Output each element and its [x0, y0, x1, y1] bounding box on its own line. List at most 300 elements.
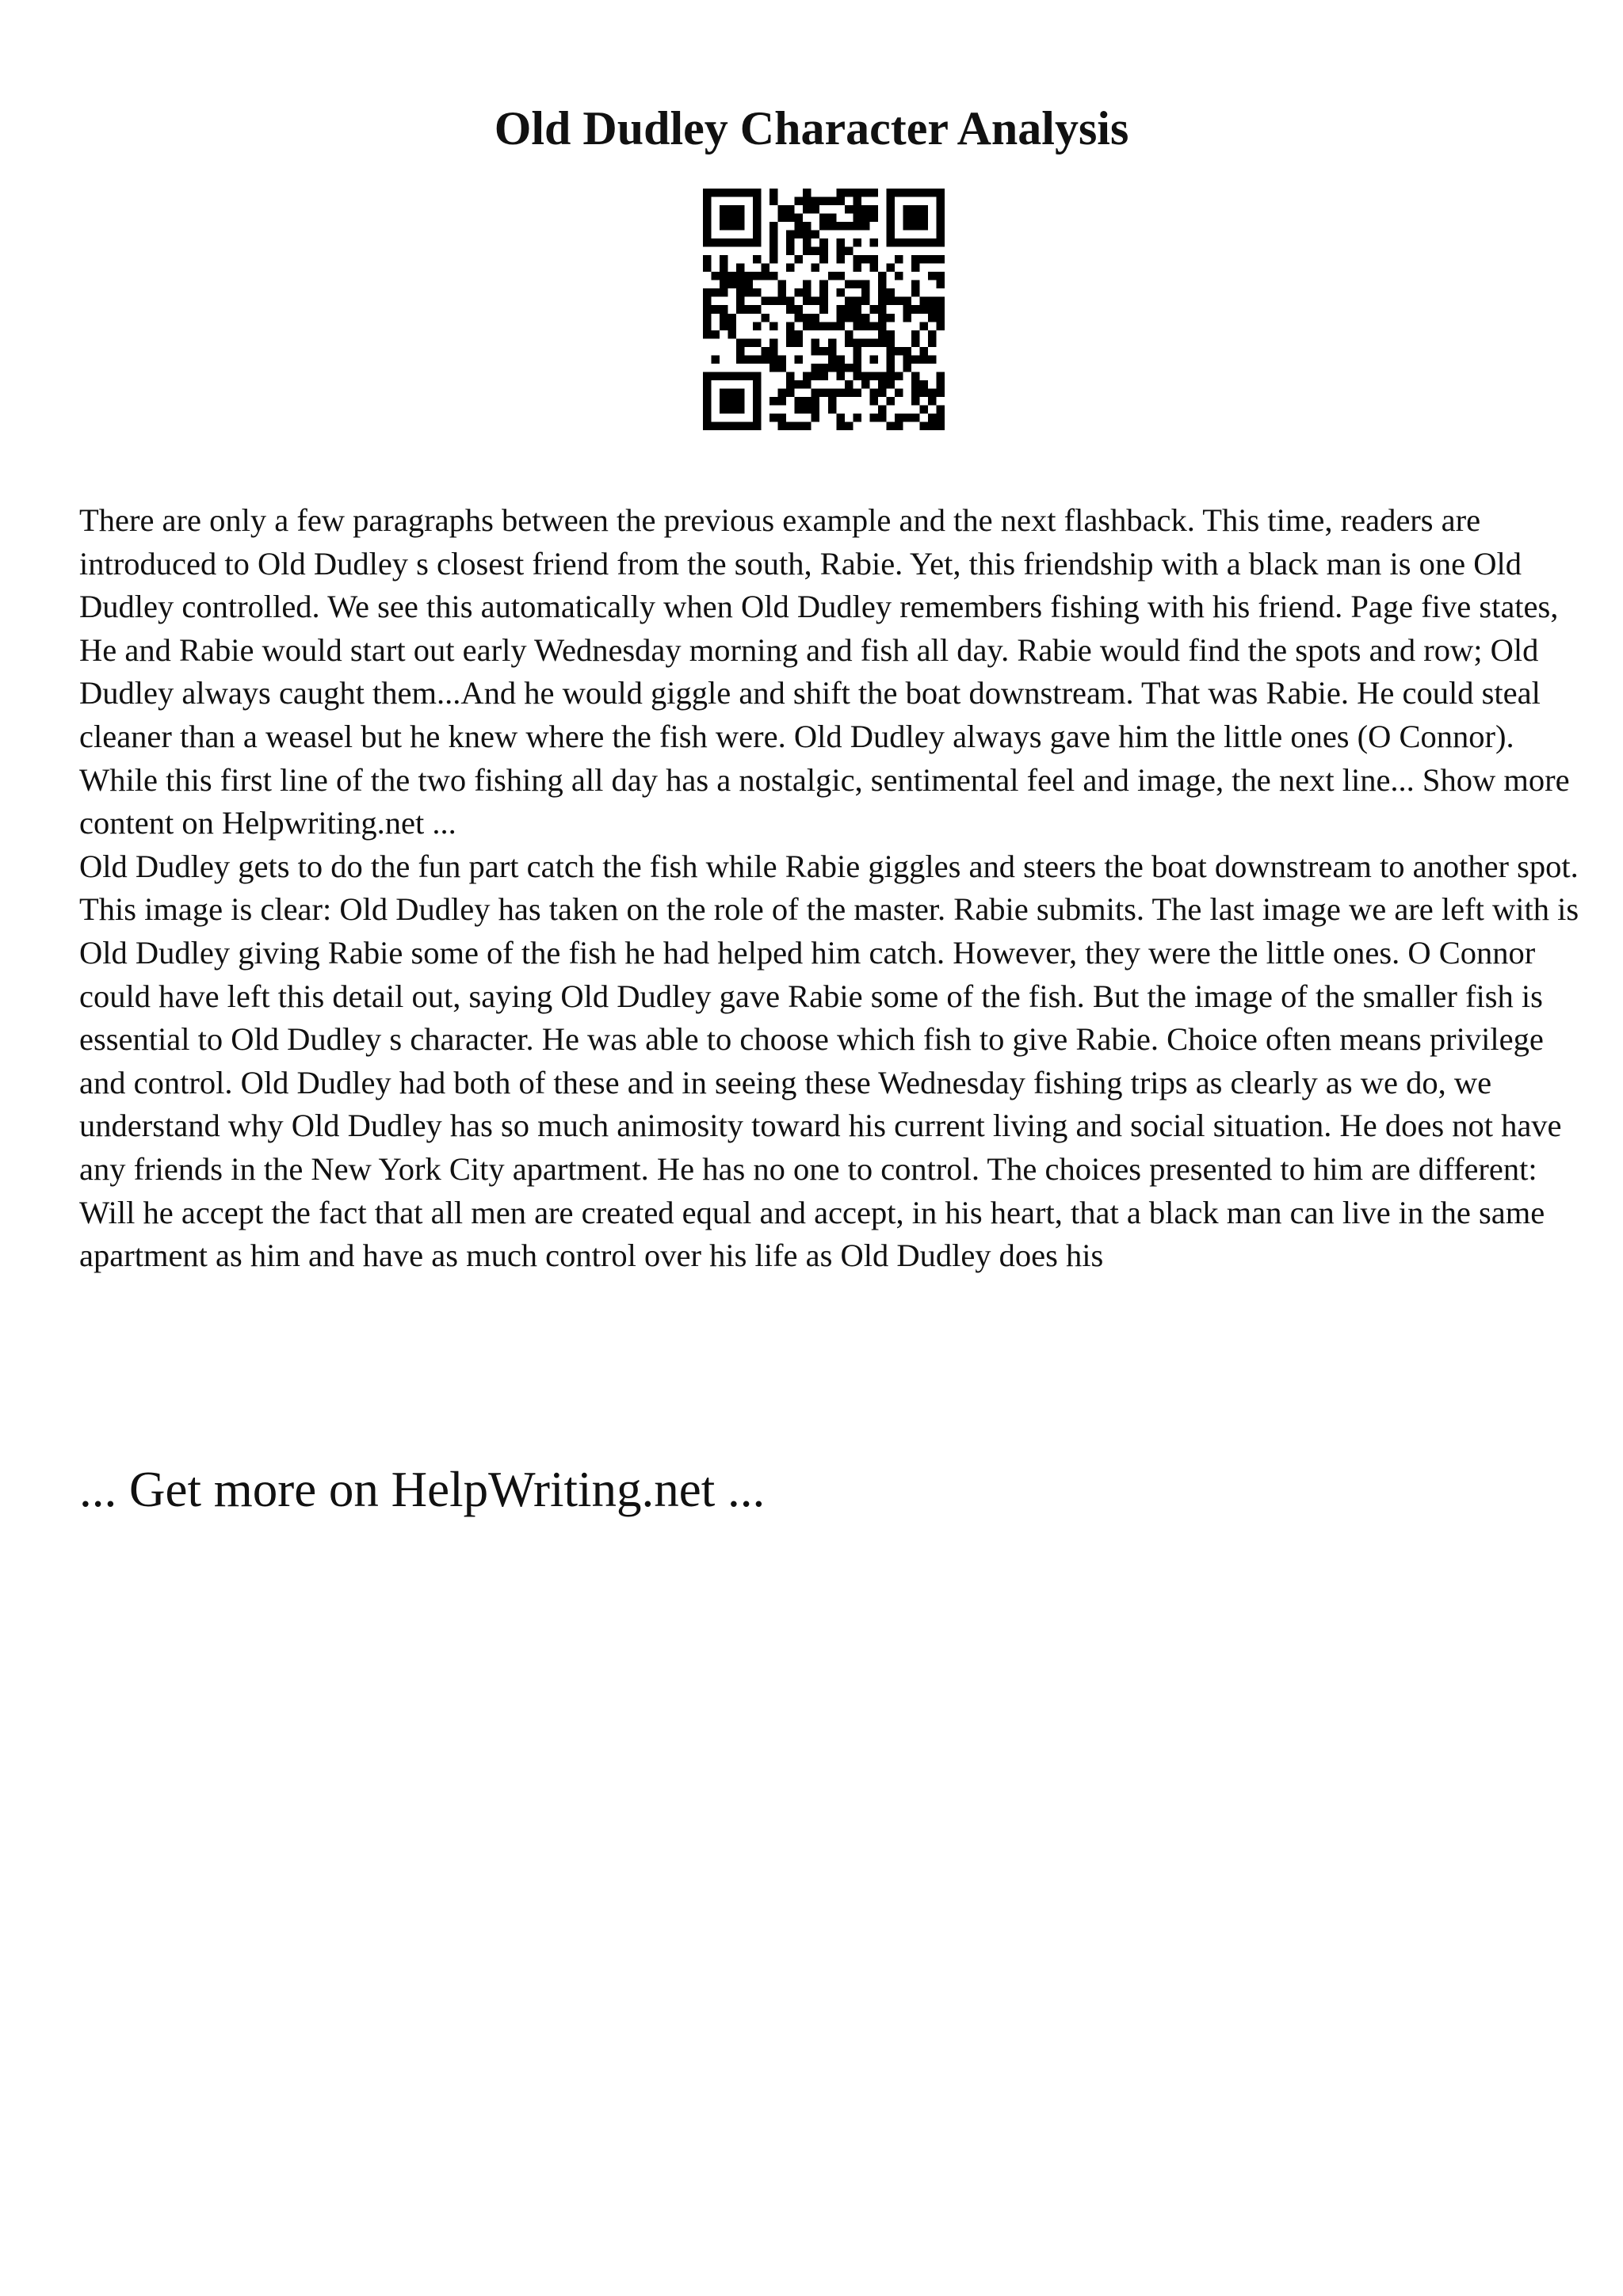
qr-module — [728, 205, 737, 214]
qr-module — [753, 272, 762, 280]
qr-module — [736, 264, 745, 273]
qr-module — [878, 388, 887, 397]
qr-module — [703, 238, 712, 247]
qr-module — [861, 214, 870, 223]
qr-module — [861, 189, 870, 197]
qr-module — [869, 388, 878, 397]
qr-module — [886, 222, 895, 231]
qr-module — [836, 238, 845, 247]
qr-module — [728, 397, 737, 406]
qr-module — [786, 380, 795, 389]
qr-module — [803, 247, 812, 256]
qr-module — [762, 297, 770, 306]
qr-module — [728, 222, 737, 231]
qr-module — [720, 421, 728, 430]
qr-module — [745, 305, 754, 314]
qr-module — [911, 189, 920, 197]
qr-module — [736, 280, 745, 289]
qr-module — [778, 397, 787, 406]
qr-module — [769, 189, 778, 197]
qr-module — [745, 355, 754, 364]
qr-module — [778, 280, 787, 289]
qr-module — [869, 397, 878, 406]
qr-module — [853, 372, 861, 380]
qr-module — [919, 347, 928, 356]
qr-module — [936, 388, 945, 397]
qr-module — [812, 347, 820, 356]
qr-module — [736, 205, 745, 214]
qr-module — [886, 297, 895, 306]
qr-module — [769, 222, 778, 231]
qr-module — [819, 280, 828, 289]
qr-module — [753, 205, 762, 214]
qr-module — [861, 322, 870, 330]
qr-module — [720, 372, 728, 380]
qr-module — [853, 238, 861, 247]
qr-module — [795, 214, 804, 223]
qr-module — [795, 197, 804, 206]
qr-module — [803, 189, 812, 197]
qr-module — [769, 364, 778, 372]
qr-module — [903, 314, 911, 322]
qr-module — [886, 421, 895, 430]
qr-module — [720, 397, 728, 406]
qr-module — [745, 238, 754, 247]
qr-module — [911, 338, 920, 347]
qr-module — [786, 247, 795, 256]
qr-module — [919, 355, 928, 364]
qr-module — [886, 288, 895, 297]
qr-module — [911, 330, 920, 339]
paragraph: There are only a few paragraphs between the previous example and the next flashback. This time, readers are introduced to Old Dudley s closest friend from the south, Rabie. Yet, this friendship with a black man is one Old Dudley controlled. We see this automatically when Old Dudley remembers fishing with his friend. Page five states, He and Rabie would start out early Wednesday morning and fish all day. Rabie would find the spots and row; Old Dudley always caught them...And he would giggle and shift the boat downstream. That was Rabie. He could steal cleaner than a weasel but he knew where the fish were. Old Dudley always gave him the little ones (O Connor). While this first line of the two fishing all day has a nostalgic, sentimental feel and image, the next line... Show more content on Helpwriting.net ... — [79, 502, 1570, 841]
qr-module — [819, 197, 828, 206]
qr-module — [703, 421, 712, 430]
qr-module — [911, 380, 920, 389]
qr-module — [828, 222, 837, 231]
qr-module — [853, 205, 861, 214]
qr-module — [919, 205, 928, 214]
qr-module — [861, 338, 870, 347]
qr-module — [703, 222, 712, 231]
qr-module — [869, 189, 878, 197]
qr-module — [878, 305, 887, 314]
qr-module — [736, 347, 745, 356]
qr-module — [928, 238, 937, 247]
qr-module — [936, 280, 945, 289]
qr-module — [836, 272, 845, 280]
qr-module — [819, 222, 828, 231]
qr-module — [728, 238, 737, 247]
qr-module — [911, 372, 920, 380]
qr-module — [869, 214, 878, 223]
qr-module — [728, 405, 737, 414]
qr-module — [936, 238, 945, 247]
qr-module — [819, 322, 828, 330]
qr-module — [845, 189, 854, 197]
qr-module — [786, 372, 795, 380]
qr-module — [819, 372, 828, 380]
qr-module — [911, 388, 920, 397]
qr-module — [769, 338, 778, 347]
qr-module — [903, 297, 911, 306]
qr-module — [803, 297, 812, 306]
qr-module — [836, 189, 845, 197]
qr-module — [769, 414, 778, 422]
qr-module — [878, 288, 887, 297]
qr-module — [803, 397, 812, 406]
qr-module — [720, 205, 728, 214]
qr-module — [736, 372, 745, 380]
qr-module — [795, 222, 804, 231]
qr-module — [769, 297, 778, 306]
qr-module — [720, 388, 728, 397]
qr-module — [845, 205, 854, 214]
qr-module — [720, 238, 728, 247]
qr-module — [886, 205, 895, 214]
qr-module — [795, 338, 804, 347]
qr-module — [753, 338, 762, 347]
qr-module — [703, 330, 712, 339]
qr-module — [919, 421, 928, 430]
qr-module — [845, 388, 854, 397]
qr-module — [869, 338, 878, 347]
qr-module — [936, 205, 945, 214]
qr-module — [745, 272, 754, 280]
qr-module — [869, 238, 878, 247]
qr-module — [753, 288, 762, 297]
qr-module — [712, 189, 720, 197]
qr-module — [869, 255, 878, 264]
qr-module — [936, 414, 945, 422]
qr-module — [895, 238, 903, 247]
qr-module — [828, 364, 837, 372]
qr-module — [703, 264, 712, 273]
qr-module — [886, 347, 895, 356]
qr-module — [828, 388, 837, 397]
qr-module — [745, 421, 754, 430]
qr-module — [861, 288, 870, 297]
qr-module — [828, 355, 837, 364]
qr-module — [819, 347, 828, 356]
qr-module — [911, 397, 920, 406]
qr-module — [895, 372, 903, 380]
qr-module — [720, 222, 728, 231]
qr-module — [886, 264, 895, 273]
qr-module — [836, 414, 845, 422]
qr-module — [762, 355, 770, 364]
qr-module — [703, 322, 712, 330]
qr-module — [812, 297, 820, 306]
qr-module — [886, 355, 895, 364]
qr-module — [869, 322, 878, 330]
qr-module — [819, 255, 828, 264]
qr-module — [819, 297, 828, 306]
qr-module — [728, 280, 737, 289]
qr-module — [845, 330, 854, 339]
qr-module — [812, 197, 820, 206]
qr-module — [911, 238, 920, 247]
qr-module — [778, 355, 787, 364]
qr-module — [878, 280, 887, 289]
qr-module — [803, 288, 812, 297]
qr-module — [712, 372, 720, 380]
qr-module — [886, 231, 895, 239]
qr-module — [836, 305, 845, 314]
qr-module — [853, 264, 861, 273]
qr-module — [712, 305, 720, 314]
paragraph: Old Dudley gets to do the fun part catch the fish while Rabie giggles and steers the boat downstream to another spot. This image is clear: Old Dudley has taken on the role of the master. Rabie submits. The last image we are left with is Old Dudley giving Rabie some of the fish he had helped him catch. However, they were the little ones. O Connor could have left this detail out, saying Old Dudley gave Rabie some of the fish. But the image of the smaller fish is essential to Old Dudley s character. He was able to choose which fish to give Rabie. Choice often means privilege and control. Old Dudley had both of these and in seeing these Wednesday fishing trips as clearly as we do, we understand why Old Dudley has so much animosity toward his current living and social situation. He does not have any friends in the New York City apartment. He has no one to control. The choices presented to him are different: Will he accept the fact that all men are created equal and accept, in his heart, that a black man can live in the same apartment as him and have as much control over his life as Old Dudley does his — [79, 848, 1579, 1274]
qr-module — [895, 272, 903, 280]
qr-module — [703, 314, 712, 322]
qr-module — [812, 364, 820, 372]
qr-module — [812, 247, 820, 256]
qr-module — [886, 380, 895, 389]
qr-module — [845, 222, 854, 231]
qr-module — [720, 264, 728, 273]
qr-module — [928, 421, 937, 430]
qr-module — [795, 255, 804, 264]
qr-module — [911, 222, 920, 231]
qr-module — [736, 355, 745, 364]
qr-module — [878, 380, 887, 389]
qr-module — [795, 421, 804, 430]
qr-module — [911, 280, 920, 289]
qr-module — [795, 397, 804, 406]
qr-module — [903, 305, 911, 314]
qr-module — [778, 364, 787, 372]
qr-module — [861, 255, 870, 264]
qr-module — [803, 222, 812, 231]
qr-module — [845, 280, 854, 289]
qr-module — [812, 388, 820, 397]
qr-module — [903, 364, 911, 372]
qr-module — [819, 388, 828, 397]
qr-module — [720, 305, 728, 314]
qr-module — [819, 214, 828, 223]
qr-module — [786, 322, 795, 330]
qr-module — [911, 414, 920, 422]
qr-module — [736, 189, 745, 197]
qr-module — [878, 272, 887, 280]
qr-module — [753, 414, 762, 422]
qr-module — [803, 197, 812, 206]
qr-module — [703, 305, 712, 314]
qr-module — [886, 214, 895, 223]
qr-module — [712, 355, 720, 364]
qr-module — [803, 322, 812, 330]
qr-module — [919, 214, 928, 223]
qr-module — [928, 338, 937, 347]
qr-module — [786, 231, 795, 239]
qr-module — [769, 231, 778, 239]
qr-module — [936, 421, 945, 430]
qr-module — [836, 364, 845, 372]
qr-module — [803, 380, 812, 389]
qr-module — [795, 330, 804, 339]
qr-module — [703, 414, 712, 422]
qr-module — [778, 414, 787, 422]
qr-module — [861, 380, 870, 389]
qr-module — [762, 272, 770, 280]
qr-module — [836, 314, 845, 322]
qr-module — [736, 338, 745, 347]
qr-module — [720, 405, 728, 414]
qr-module — [845, 364, 854, 372]
qr-module — [720, 288, 728, 297]
qr-module — [745, 280, 754, 289]
qr-module — [712, 288, 720, 297]
qr-module — [736, 288, 745, 297]
qr-module — [712, 421, 720, 430]
qr-module — [928, 397, 937, 406]
qr-module — [795, 380, 804, 389]
qr-module — [769, 397, 778, 406]
qr-module — [778, 297, 787, 306]
qr-module — [703, 197, 712, 206]
qr-module — [753, 388, 762, 397]
qr-module — [845, 380, 854, 389]
qr-module — [803, 314, 812, 322]
qr-module — [845, 297, 854, 306]
qr-module — [736, 297, 745, 306]
qr-module — [736, 405, 745, 414]
qr-module — [903, 205, 911, 214]
qr-module — [861, 205, 870, 214]
qr-module — [836, 421, 845, 430]
qr-module — [919, 305, 928, 314]
qr-module — [819, 364, 828, 372]
qr-module — [703, 189, 712, 197]
qr-module — [845, 314, 854, 322]
qr-module — [778, 214, 787, 223]
qr-module — [786, 205, 795, 214]
qr-module — [903, 347, 911, 356]
qr-module — [936, 297, 945, 306]
qr-module — [828, 397, 837, 406]
qr-module — [753, 380, 762, 389]
qr-module — [803, 231, 812, 239]
qr-module — [753, 222, 762, 231]
qr-module — [795, 405, 804, 414]
qr-module — [736, 272, 745, 280]
qr-module — [836, 247, 845, 256]
qr-module — [936, 314, 945, 322]
qr-module — [795, 305, 804, 314]
qr-module — [728, 214, 737, 223]
qr-module — [803, 280, 812, 289]
qr-module — [895, 189, 903, 197]
qr-module — [895, 414, 903, 422]
qr-module — [812, 314, 820, 322]
qr-module — [786, 388, 795, 397]
qr-module — [795, 231, 804, 239]
qr-module — [911, 288, 920, 297]
qr-module — [786, 238, 795, 247]
qr-module — [703, 288, 712, 297]
qr-module — [762, 264, 770, 273]
article-body — [79, 499, 1585, 1278]
qr-module — [812, 372, 820, 380]
qr-module — [878, 297, 887, 306]
qr-module — [853, 322, 861, 330]
qr-module — [812, 322, 820, 330]
qr-module — [786, 421, 795, 430]
qr-module — [878, 405, 887, 414]
get-more-link[interactable]: ... Get more on HelpWriting.net ... — [79, 1462, 766, 1517]
qr-module — [878, 414, 887, 422]
qr-module — [769, 247, 778, 256]
qr-module — [812, 414, 820, 422]
qr-module — [753, 214, 762, 223]
qr-code — [703, 189, 945, 430]
qr-module — [853, 255, 861, 264]
qr-module — [861, 280, 870, 289]
qr-module — [819, 247, 828, 256]
qr-module — [828, 338, 837, 347]
qr-module — [812, 338, 820, 347]
qr-module — [836, 288, 845, 297]
qr-module — [928, 255, 937, 264]
qr-module — [853, 364, 861, 372]
qr-module — [803, 238, 812, 247]
qr-module — [745, 288, 754, 297]
qr-module — [753, 397, 762, 406]
qr-module — [836, 372, 845, 380]
qr-module — [853, 189, 861, 197]
qr-module — [919, 255, 928, 264]
qr-module — [895, 388, 903, 397]
qr-module — [919, 189, 928, 197]
qr-module — [728, 322, 737, 330]
qr-module — [745, 372, 754, 380]
qr-module — [886, 189, 895, 197]
qr-module — [919, 380, 928, 389]
qr-module — [736, 214, 745, 223]
qr-module — [703, 380, 712, 389]
qr-module — [878, 330, 887, 339]
qr-module — [928, 305, 937, 314]
qr-module — [903, 414, 911, 422]
qr-module — [728, 314, 737, 322]
qr-module — [853, 314, 861, 322]
qr-module — [819, 305, 828, 314]
qr-module — [919, 388, 928, 397]
qr-module — [886, 330, 895, 339]
qr-module — [753, 231, 762, 239]
qr-module — [786, 338, 795, 347]
qr-module — [845, 421, 854, 430]
qr-module — [853, 338, 861, 347]
qr-module — [869, 414, 878, 422]
qr-module — [728, 189, 737, 197]
qr-module — [903, 222, 911, 231]
qr-module — [853, 297, 861, 306]
qr-module — [736, 388, 745, 397]
qr-module — [712, 238, 720, 247]
qr-module — [886, 372, 895, 380]
qr-module — [728, 372, 737, 380]
qr-module — [836, 222, 845, 231]
qr-module — [803, 421, 812, 430]
qr-module — [778, 421, 787, 430]
qr-module — [936, 197, 945, 206]
qr-module — [762, 347, 770, 356]
qr-module — [753, 197, 762, 206]
qr-module — [903, 189, 911, 197]
qr-module — [936, 222, 945, 231]
qr-module — [836, 255, 845, 264]
qr-module — [878, 322, 887, 330]
